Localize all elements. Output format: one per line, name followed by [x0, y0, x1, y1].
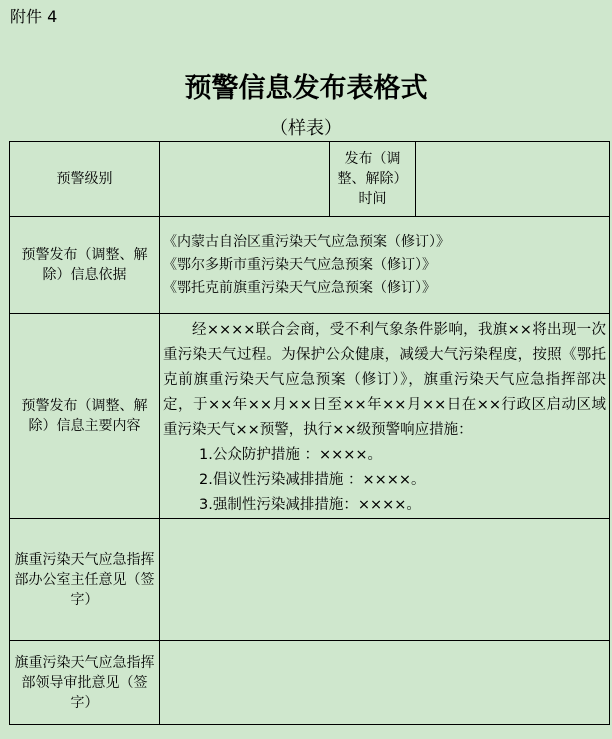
office-opinion-label: 旗重污染天气应急指挥部办公室主任意见（签字）: [10, 519, 160, 641]
measure-item: 2.倡议性污染减排措施 ：××××。: [199, 472, 426, 488]
release-time-label: 发布（调整、解除）时间: [330, 142, 416, 217]
page-subtitle: （样表）: [270, 118, 342, 139]
leader-approval-field[interactable]: [160, 641, 610, 725]
warning-level-label: 预警级别: [10, 142, 160, 217]
main-content-label: 预警发布（调整、解除）信息主要内容: [10, 314, 160, 519]
basis-item: 《内蒙古自治区重污染天气应急预案（修订）》: [163, 233, 450, 250]
main-content: [160, 314, 610, 519]
leader-approval-label: 旗重污染天气应急指挥部领导审批意见（签字）: [10, 641, 160, 725]
basis-item: 《鄂尔多斯市重污染天气应急预案（修订）》: [163, 256, 436, 273]
row-leader-approval: [10, 641, 610, 725]
office-opinion-field[interactable]: [160, 519, 610, 641]
measure-item: 1.公众防护措施 ：××××。: [199, 447, 383, 463]
row-main-content: [10, 314, 610, 519]
basis-content: [160, 217, 610, 314]
row-warning-level: [10, 142, 610, 217]
attachment-label: 附件 4: [10, 7, 58, 26]
basis-item: 《鄂托克前旗重污染天气应急预案（修订）》: [163, 279, 436, 296]
row-basis: [10, 217, 610, 314]
warning-level-field[interactable]: [160, 142, 330, 217]
warning-form-table: [9, 141, 610, 725]
page-title: 预警信息发布表格式: [184, 73, 428, 104]
release-time-field[interactable]: [416, 142, 610, 217]
row-office-opinion: [10, 519, 610, 641]
basis-label: 预警发布（调整、解除）信息依据: [10, 217, 160, 314]
measure-item: 3.强制性污染减排措施：××××。: [199, 497, 421, 513]
main-content-paragraph: 经××××联合会商，受不利气象条件影响，我旗××将出现一次重污染天气过程。为保护公众健康，减缓大气污染程度，按照《鄂托克前旗重污染天气应急预案（修订）》，旗重污染天气应急指挥部决定，于××年××月××日至××年××月××日在××行政区启动区域重污染天气××预警，执行××级预警响应措施：: [163, 322, 606, 438]
